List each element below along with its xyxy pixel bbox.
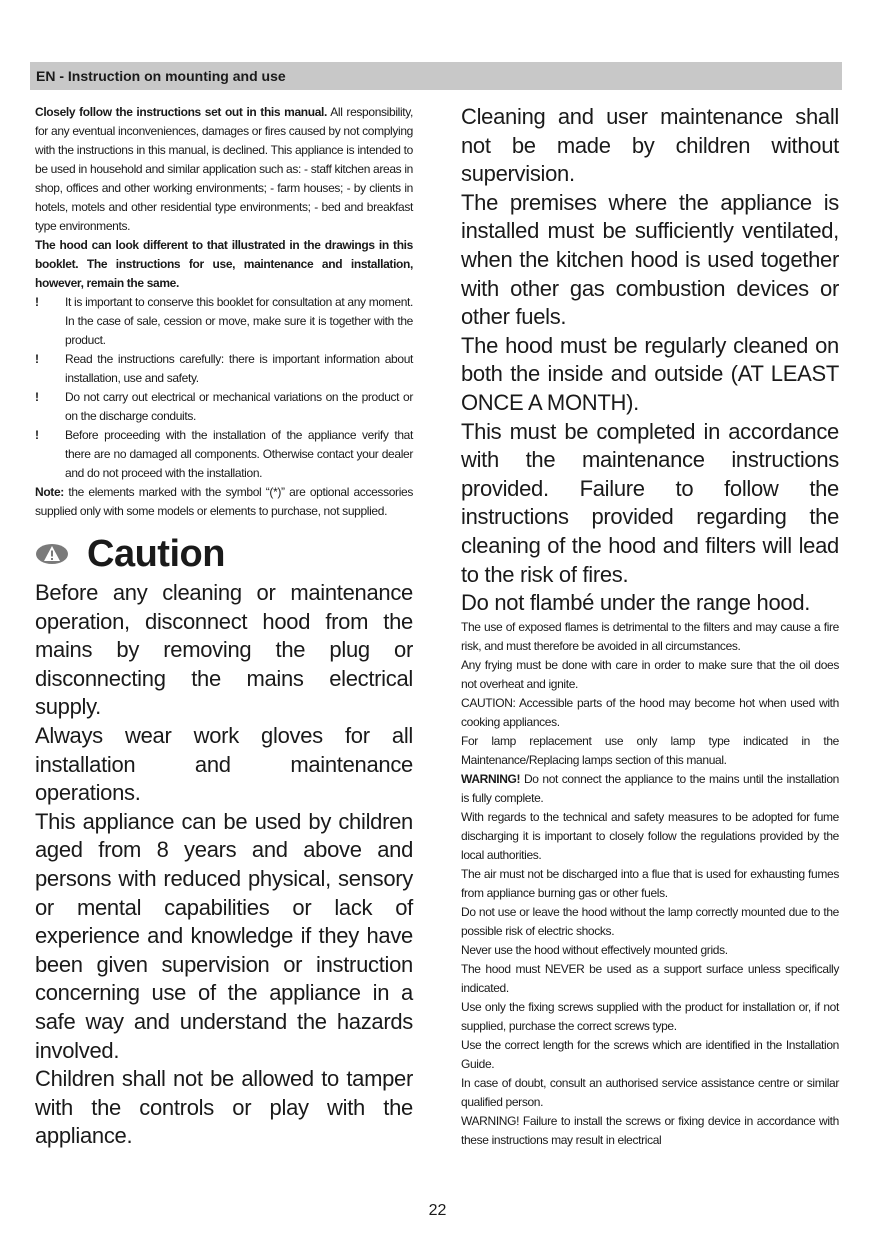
small-paragraph: The hood must NEVER be used as a support surface unless specifically indicated. <box>461 961 839 995</box>
warning-label: WARNING! <box>461 771 521 786</box>
exclamation-mark: ! <box>35 352 39 366</box>
intro-paragraph <box>35 103 413 236</box>
hood-notice: The hood can look different to that illustrated in the drawings in this booklet. The instructions for use, maintenance and installation, however, remain the same. <box>35 238 413 290</box>
warning-list <box>35 293 413 483</box>
small-paragraph: CAUTION: Accessible parts of the hood may become hot when used with cooking appliances. <box>461 695 839 729</box>
large-paragraph: The hood must be regularly cleaned on both the inside and outside (AT LEAST ONCE A MONTH). <box>461 332 839 415</box>
note-paragraph <box>35 483 413 521</box>
small-paragraph: Never use the hood without effectively mounted grids. <box>461 942 728 957</box>
warning-text: Do not connect the appliance to the mains until the installation is fully complete. <box>461 771 839 805</box>
caution-title: Caution <box>87 532 225 575</box>
large-paragraph: Do not flambé under the range hood. <box>461 590 811 616</box>
small-paragraph: In case of doubt, consult an authorised service assistance centre or similar qualified person. <box>461 1075 839 1109</box>
caution-paragraph: Children shall not be allowed to tamper with the controls or play with the appliance. <box>35 1066 413 1149</box>
intro-text: All responsibility, for any eventual inconveniences, damages or fires caused by not complying with the instructions in this manual, is declined. This appliance is intended to be used in household and similar application such as: - staff kitchen areas in shop, offices and other working environments; - farm houses; - by clients in hotels, motels and other residential type environments; - bed and breakfast type environments. <box>35 105 413 233</box>
large-paragraph: The premises where the appliance is installed must be sufficiently ventilated, when the kitchen hood is used together with other gas combustion devices or other fuels. <box>461 189 839 330</box>
list-item <box>35 350 413 388</box>
page-number: 22 <box>428 1202 447 1219</box>
small-paragraph: Any frying must be done with care in order to make sure that the oil does not overheat and ignite. <box>461 657 839 691</box>
caution-paragraph: This appliance can be used by children aged from 8 years and above and persons with reduced physical, sensory or mental capabilities or lack of experience and knowledge if they have been given supervision or instruction concerning use of the appliance in a safe way and understand the hazards involved. <box>35 808 413 1063</box>
small-paragraph: Use only the fixing screws supplied with the product for installation or, if not supplied, purchase the correct screws type. <box>461 999 839 1033</box>
small-paragraph: With regards to the technical and safety measures to be adopted for fume discharging it is important to closely follow the regulations provided by the local authorities. <box>461 809 839 862</box>
caution-paragraph: Always wear work gloves for all installation and maintenance operations. <box>35 722 413 806</box>
warning-triangle-icon <box>35 543 69 565</box>
small-paragraph: For lamp replacement use only lamp type indicated in the Maintenance/Replacing lamps section of this manual. <box>461 733 839 767</box>
right-column <box>461 103 839 1150</box>
warning-text: Do not carry out electrical or mechanical variations on the product or on the discharge conduits. <box>65 390 413 423</box>
list-item <box>35 388 413 426</box>
small-paragraph: Do not use or leave the hood without the lamp correctly mounted due to the possible risk of electric shocks. <box>461 904 839 938</box>
note-label: Note: <box>35 485 64 499</box>
warning-paragraph <box>461 770 839 808</box>
section-header: EN - Instruction on mounting and use <box>30 62 842 90</box>
caution-paragraph: Before any cleaning or maintenance operation, disconnect hood from the mains by removing the plug or disconnecting the mains electrical supply. <box>35 580 413 720</box>
warning-text: Before proceeding with the installation of the appliance verify that there are no damaged all components. Otherwise contact your dealer and do not proceed with the installation. <box>65 428 413 480</box>
intro-bold-text: Closely follow the instructions set out in this manual. <box>35 105 328 119</box>
small-paragraph: WARNING! Failure to install the screws or fixing device in accordance with these instructions may result in electrical <box>461 1113 839 1147</box>
exclamation-mark: ! <box>35 390 39 404</box>
left-column <box>35 103 413 1151</box>
small-paragraph: The air must not be discharged into a flue that is used for exhausting fumes from appliance burning gas or other fuels. <box>461 866 839 900</box>
exclamation-mark: ! <box>35 428 39 442</box>
caution-heading <box>35 529 413 579</box>
large-paragraph: Cleaning and user maintenance shall not be made by children without supervision. <box>461 104 839 187</box>
list-item <box>35 293 413 350</box>
list-item <box>35 426 413 483</box>
large-paragraph: This must be completed in accordance with the maintenance instructions provided. Failure to follow the instructions provided regarding the cleaning of the hood and filters will lead to the risk of fires. <box>461 418 839 587</box>
warning-text: It is important to conserve this booklet for consultation at any moment. In the case of sale, cession or move, make sure it is together with the product. <box>65 295 413 347</box>
small-paragraph: Use the correct length for the screws which are identified in the Installation Guide. <box>461 1037 839 1071</box>
small-paragraph: The use of exposed flames is detrimental to the filters and may cause a fire risk, and must therefore be avoided in all circumstances. <box>461 619 839 653</box>
exclamation-mark: ! <box>35 295 39 309</box>
warning-text: Read the instructions carefully: there is important information about installation, use and safety. <box>65 352 413 385</box>
note-text: the elements marked with the symbol “(*)” are optional accessories supplied only with some models or elements to purchase, not supplied. <box>35 485 413 518</box>
